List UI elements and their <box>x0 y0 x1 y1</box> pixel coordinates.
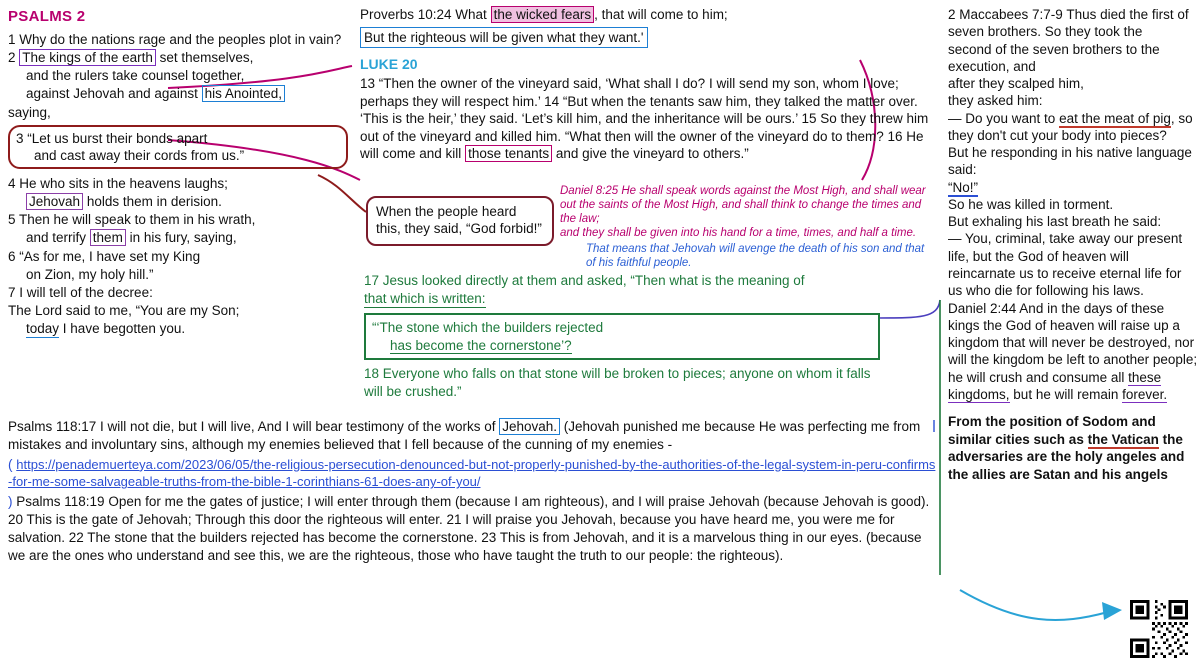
psalms-v4-line2 <box>8 193 348 210</box>
vatican-note <box>948 413 1198 483</box>
psalms-v5-rest: in his fury, saying, <box>129 230 237 246</box>
macc-daniel-text: Daniel 2:44 And in the days of these kings the God of heaven will raise up a kingdom that will never be destroyed, nor will the kingdom be left to another people; he will crush and consume all <box>948 300 1198 385</box>
psalms-v6: 6 “As for me, I have set my King <box>8 248 201 264</box>
psalms-v4: 4 He who sits in the heavens laughs; <box>8 175 228 191</box>
proverbs-line1a: Proverbs 10:24 What <box>360 7 487 22</box>
psalms-118-block <box>8 418 938 565</box>
macc-line10: — You, criminal, take away our present life, but the God of heaven will reincarnate us to receive eternal life for us who die for following his laws. <box>948 231 1183 299</box>
no-exclamation: “No!” <box>948 179 978 195</box>
luke-title: LUKE 20 <box>360 56 418 73</box>
today-underline: today <box>26 321 60 337</box>
proverbs-block <box>360 6 930 48</box>
psalms-v2-against: against Jehovah and against <box>26 86 198 102</box>
article-link[interactable]: https://penademuerteya.com/2023/06/05/the-religious-persecution-denounced-but-not-properly-punished-by-the-authorities-of-the-legal-system-in-peru-confirms-for-me-some-salvageable-truths-from-the-bible-1-corinthians-61-does-any-of-you/ <box>8 456 936 490</box>
the-vatican-underline: the Vatican <box>1087 431 1159 447</box>
cornerstone-box <box>364 313 880 360</box>
righteous-box: But the righteous will be given what they want.' <box>360 27 648 49</box>
these-kingdoms-underline: these kingdoms, <box>948 369 1162 402</box>
luke-17-line2: that which is written: <box>364 290 486 309</box>
god-forbid-callout <box>366 196 554 246</box>
psalms-title: PSALMS 2 <box>8 8 86 25</box>
psalms-v6-line2: on Zion, my holy hill.” <box>26 266 154 282</box>
psalms-v7-rest: I have begotten you. <box>62 321 186 337</box>
luke-17-18-block <box>364 272 884 400</box>
luke-17-line1: 17 Jesus looked directly at them and asked, “Then what is the meaning of <box>364 273 805 288</box>
psalms-v7-line2: The Lord said to me, “You are my Son; <box>8 302 240 318</box>
luke-column <box>360 6 930 399</box>
macc-line5a: — Do you want to <box>948 110 1056 126</box>
psalms-2-column <box>8 8 348 338</box>
macc-line6: But he responding in his native language said: <box>948 145 1192 178</box>
luke-13-text: 13 “Then the owner of the vineyard said, ‘What shall I do? I will send my son, whom I love; perhaps they will respect him.’ 14 “But when the tenants saw him, they talked the matter over. ‘This is the heir,’ they said. ‘Let’s kill him, and the inheritance will be ours.’ 15 So they threw him out of the vineyard and killed him. “What then will the owner of the vineyard do to them? 16 He will come and kill <box>360 76 929 162</box>
forever-underline: forever. <box>1122 386 1168 402</box>
macc-line8: So he was killed in torment. <box>948 196 1114 212</box>
psalms-118-19-text: Psalms 118:19 Open for me the gates of justice; I will enter through them (because I am righteous), and I will praise Jehovah (because Jehovah is good). 20 This is the gate of Jehovah; Through this door the righteous will enter. 21 I will praise you Jehovah, because you have heard me, you were me for salvation. 22 The stone that the builders rejected has become the cornerstone. 23 This is from Jehovah, and it is a marvelous thing in our eyes. (because we are the ones who understand and see this, we are the righteous, those who have taught the truth to our people: the righteous). <box>8 494 930 563</box>
psalms-v3-line1: “Let us burst their bonds apart <box>27 130 208 146</box>
cornerstone-underline: has become the cornerstone’? <box>390 337 572 353</box>
macc-line5c: , so they don't cut your body into pieces? <box>948 110 1193 143</box>
wicked-fears-highlight: the wicked fears <box>491 6 595 23</box>
psalms-v3-callout <box>8 125 348 169</box>
eat-meat-of-pig-underline: eat the meat of pig <box>1059 110 1171 126</box>
macc-line9: But exhaling his last breath he said: <box>948 214 1162 230</box>
psalms-118-17a: Psalms 118:17 I will not die, but I will live, And I will bear testimony of the works of <box>8 419 496 434</box>
god-forbid-text: When the people heard this, they said, “God forbid!” <box>366 196 554 246</box>
psalms-v2-num: 2 <box>8 50 16 66</box>
psalms-v3-line2: and cast away their cords from us.” <box>34 147 245 163</box>
vatican-note-a: From the position of Sodom and similar cities such as <box>948 414 1156 447</box>
macc-daniel-2-44 <box>948 300 1198 404</box>
macc-line1: 2 Maccabees 7:7-9 Thus died the first of seven brothers. So they took the <box>948 7 1189 40</box>
vatican-note-c: the adversaries are the holy angeles and the allies are Satan and his angels <box>948 431 1185 482</box>
psalms-v7-line3 <box>8 320 348 337</box>
macc-line3: after they scalped him, <box>948 76 1084 92</box>
cornerstone-line2 <box>372 337 872 355</box>
paren-close: ) <box>8 494 13 510</box>
psalms-118-17c: (Jehovah punished me because He was perfecting me from mistakes and involuntary sins, although my enemies believed that I fell because of the cunning of my enemies - <box>8 419 921 452</box>
paren-open: ( <box>8 456 13 472</box>
jehovah-highlight: Jehovah <box>26 193 83 210</box>
qr-code-image <box>1128 600 1190 658</box>
psalms-118-17 <box>8 418 938 454</box>
them-highlight: them <box>90 229 126 246</box>
proverbs-line1c: , that will come to him; <box>594 7 728 22</box>
psalms-118-19-row <box>8 493 938 564</box>
psalms-v7: 7 I will tell of the decree: <box>8 284 153 300</box>
psalms-v5-terrify: and terrify <box>26 230 87 246</box>
daniel-note-blue: That means that Jehovah will avenge the death of his son and that of his faithful people. <box>586 243 925 270</box>
daniel-8-25-text: Daniel 8:25 He shall speak words against the Most High, and shall wear out the saints of the Most High, and shall think to change the times and the law; <box>560 185 926 226</box>
macc-line2: second of the seven brothers to the execution, and <box>948 41 1160 74</box>
qr-code[interactable] <box>1128 600 1190 658</box>
daniel-8-25-text2: and they shall be given into his hand for a time, times, and half a time. <box>560 227 917 240</box>
psalms-v3-num: 3 <box>16 130 24 146</box>
psalms-v4-rest: holds them in derision. <box>86 194 222 210</box>
psalms-v2 <box>8 49 348 66</box>
daniel-8-25-note <box>560 184 928 270</box>
link-row <box>8 456 938 492</box>
jehovah-box-highlight: Jehovah. <box>499 418 560 435</box>
luke-verse-13-16 <box>360 75 930 163</box>
maccabees-column <box>948 6 1198 483</box>
luke-18-text: 18 Everyone who falls on that stone will be broken to pieces; anyone on whom it falls will be crushed.” <box>364 366 871 399</box>
psalms-v5-line2 <box>8 229 348 246</box>
macc-line5 <box>948 110 1198 145</box>
those-tenants-highlight: those tenants <box>465 145 552 162</box>
macc-daniel-rest: but he will remain <box>1013 386 1119 402</box>
psalms-v2-saying: saying, <box>8 104 51 120</box>
his-anointed-highlight: his Anointed, <box>202 85 285 102</box>
kings-of-the-earth-highlight: The kings of the earth <box>19 49 156 66</box>
psalms-v2-rest: set themselves, <box>159 50 254 66</box>
psalms-body <box>8 31 348 337</box>
macc-line4: they asked him: <box>948 93 1043 109</box>
psalms-v1: 1 Why do the nations rage and the peoples plot in vain? <box>8 32 342 47</box>
macc-line7 <box>948 179 1198 196</box>
luke-16-rest: and give the vineyard to others.” <box>555 146 749 162</box>
psalms-v5: 5 Then he will speak to them in his wrath, <box>8 212 256 228</box>
cornerstone-line1: “‘The stone which the builders rejected <box>372 320 604 336</box>
psalms-v2-line2: and the rulers take counsel together, <box>26 68 245 84</box>
psalms-v2-line3 <box>8 85 348 102</box>
